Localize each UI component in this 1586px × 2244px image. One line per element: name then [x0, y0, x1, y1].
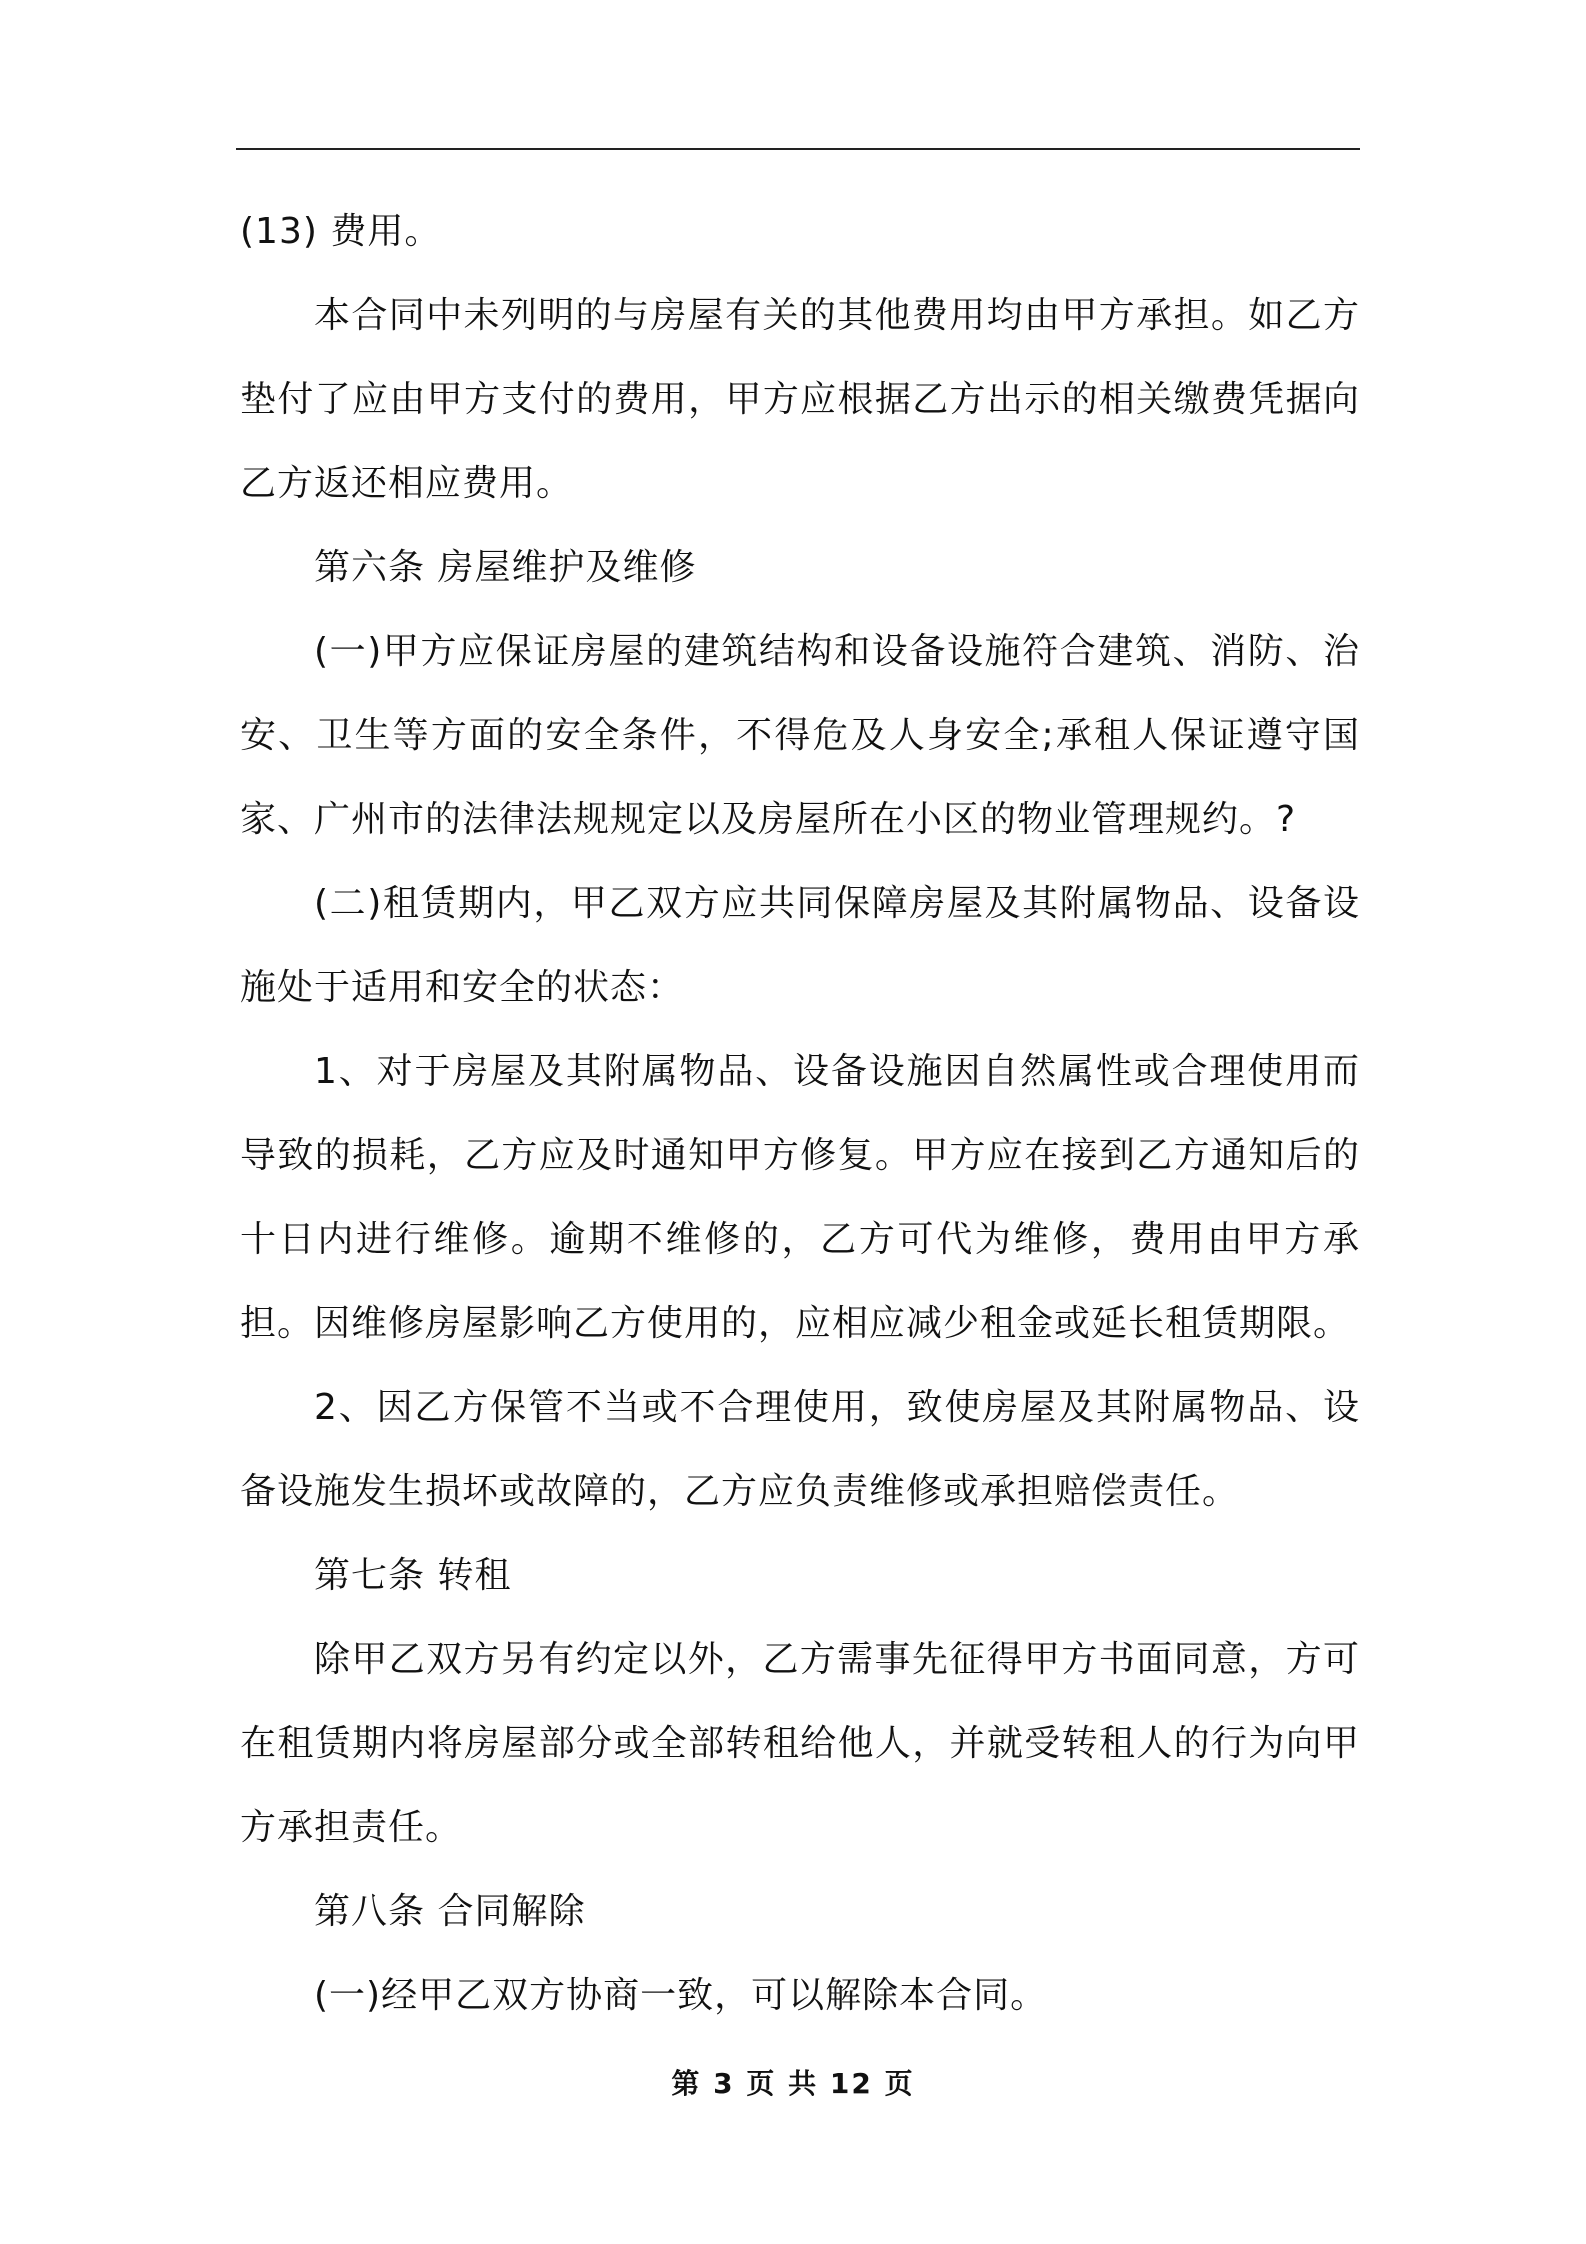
article-7-heading: 第七条 转租 — [314, 1555, 512, 1596]
article-6-clause-2-item-1: 1、对于房屋及其附属物品、设备设施因自然属性或合理使用而导致的损耗，乙方应及时通知甲方修复。甲方应在接到乙方通知后的十日内进行维修。逾期不维修的，乙方可代为维修，费用由甲方承担。因维修房屋影响乙方使用的，应相应减少租金或延长租赁期限。 — [240, 1051, 1360, 1344]
article-7-body: 除甲乙双方另有约定以外，乙方需事先征得甲方书面同意，方可在租赁期内将房屋部分或全部转租给他人，并就受转租人的行为向甲方承担责任。 — [240, 1639, 1360, 1848]
article-6-clause-2-item-2: 2、因乙方保管不当或不合理使用，致使房屋及其附属物品、设备设施发生损坏或故障的，乙方应负责维修或承担赔偿责任。 — [240, 1387, 1360, 1512]
page-number: 第 3 页 共 12 页 — [671, 2067, 915, 2100]
paragraph-other-fees: 本合同中未列明的与房屋有关的其他费用均由甲方承担。如乙方垫付了应由甲方支付的费用，甲方应根据乙方出示的相关缴费凭据向乙方返还相应费用。 — [240, 295, 1360, 504]
article-8-clause-1: (一)经甲乙双方协商一致，可以解除本合同。 — [314, 1975, 1048, 2016]
document-body — [240, 190, 1360, 2038]
header-rule — [236, 148, 1360, 150]
article-6-clause-2: (二)租赁期内，甲乙双方应共同保障房屋及其附属物品、设备设施处于适用和安全的状态： — [240, 883, 1360, 1008]
article-6-clause-1: (一)甲方应保证房屋的建筑结构和设备设施符合建筑、消防、治安、卫生等方面的安全条件，不得危及人身安全;承租人保证遵守国家、广州市的法律法规规定以及房屋所在小区的物业管理规约。? — [240, 631, 1360, 840]
paragraph-item-13: (13) 费用。 — [240, 211, 442, 252]
article-8-heading: 第八条 合同解除 — [314, 1891, 586, 1932]
article-6-heading: 第六条 房屋维护及维修 — [314, 547, 697, 588]
